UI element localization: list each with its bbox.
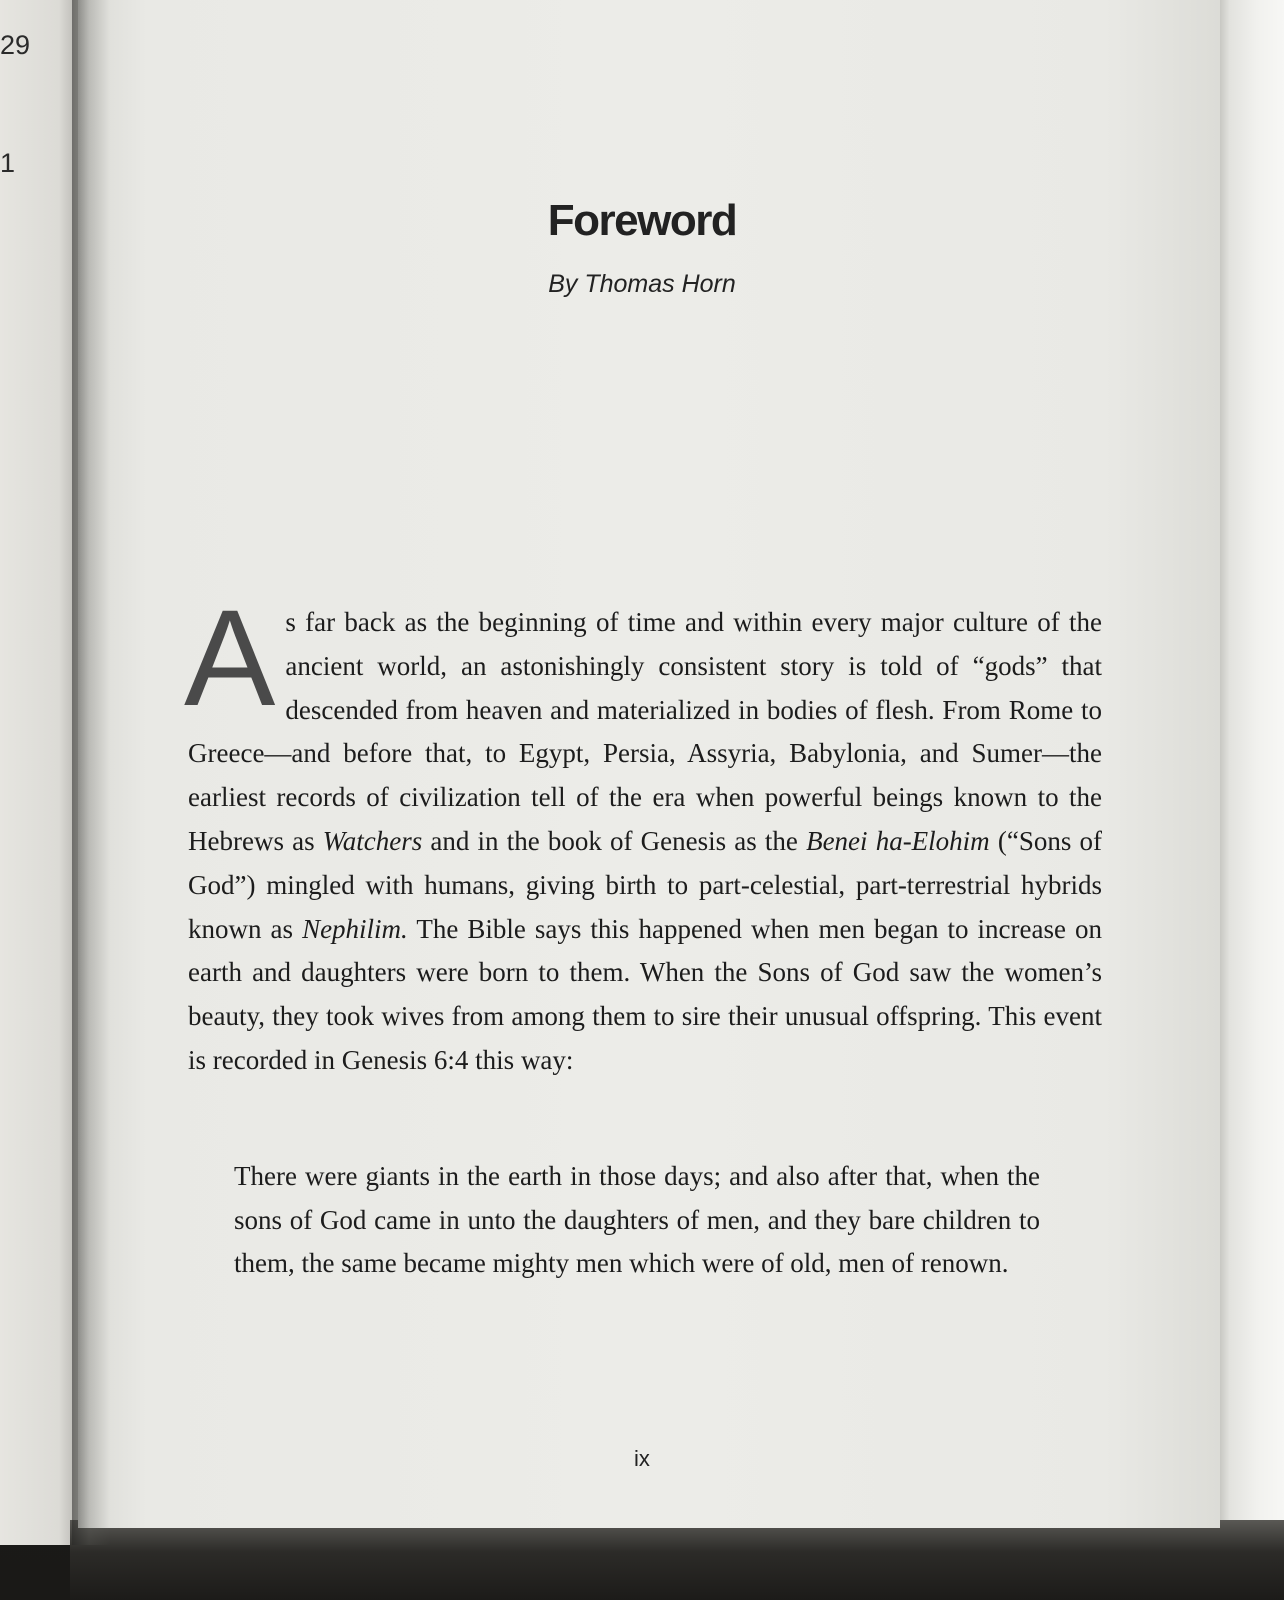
chapter-byline: By Thomas Horn bbox=[548, 270, 736, 298]
body-italic-nephilim: Nephilim. bbox=[302, 913, 408, 944]
left-page-number-mid: 1 bbox=[0, 148, 16, 178]
drop-cap: A bbox=[184, 582, 276, 735]
body-paragraph bbox=[184, 582, 1102, 1083]
left-page-number-top: 29 bbox=[0, 30, 31, 60]
body-italic-benei-ha-elohim: Benei ha-Elohim bbox=[806, 825, 990, 856]
page-number: ix bbox=[634, 1446, 650, 1471]
block-quote: There were giants in the earth in those days; and also after that, when the sons of God came in unto the daughters of men, and they bare children to them, the same became mighty men which were of old, men of renown. bbox=[234, 1161, 1040, 1278]
body-text-segment-2: and in the book of Genesis as the bbox=[422, 825, 807, 856]
body-text-segment-4: The Bible says this happened when men began to increase on earth and daughters were born to them. When the Sons of God saw the women’s beauty, they took wives from among them to sire their unusual offspring. This event is recorded in Genesis 6:4 this way: bbox=[188, 913, 1102, 1075]
body-text-segment-3: (“Sons of God”) mingled with humans, giving birth to part-celestial, part-terrestrial hybrids known as bbox=[188, 825, 1102, 944]
body-italic-watchers: Watchers bbox=[322, 825, 423, 856]
chapter-title: Foreword bbox=[547, 196, 737, 245]
body-text-segment-1: s far back as the beginning of time and within every major culture of the ancient world, an astonishingly consistent story is told of “gods” that descended from heaven and materialized in bodies of flesh. From Rome to Greece—and before that, to Egypt, Persia, Assyria, Babylonia, and Sumer—the earliest records of civilization tell of the era when powerful beings known to the Hebrews as bbox=[188, 607, 1102, 856]
